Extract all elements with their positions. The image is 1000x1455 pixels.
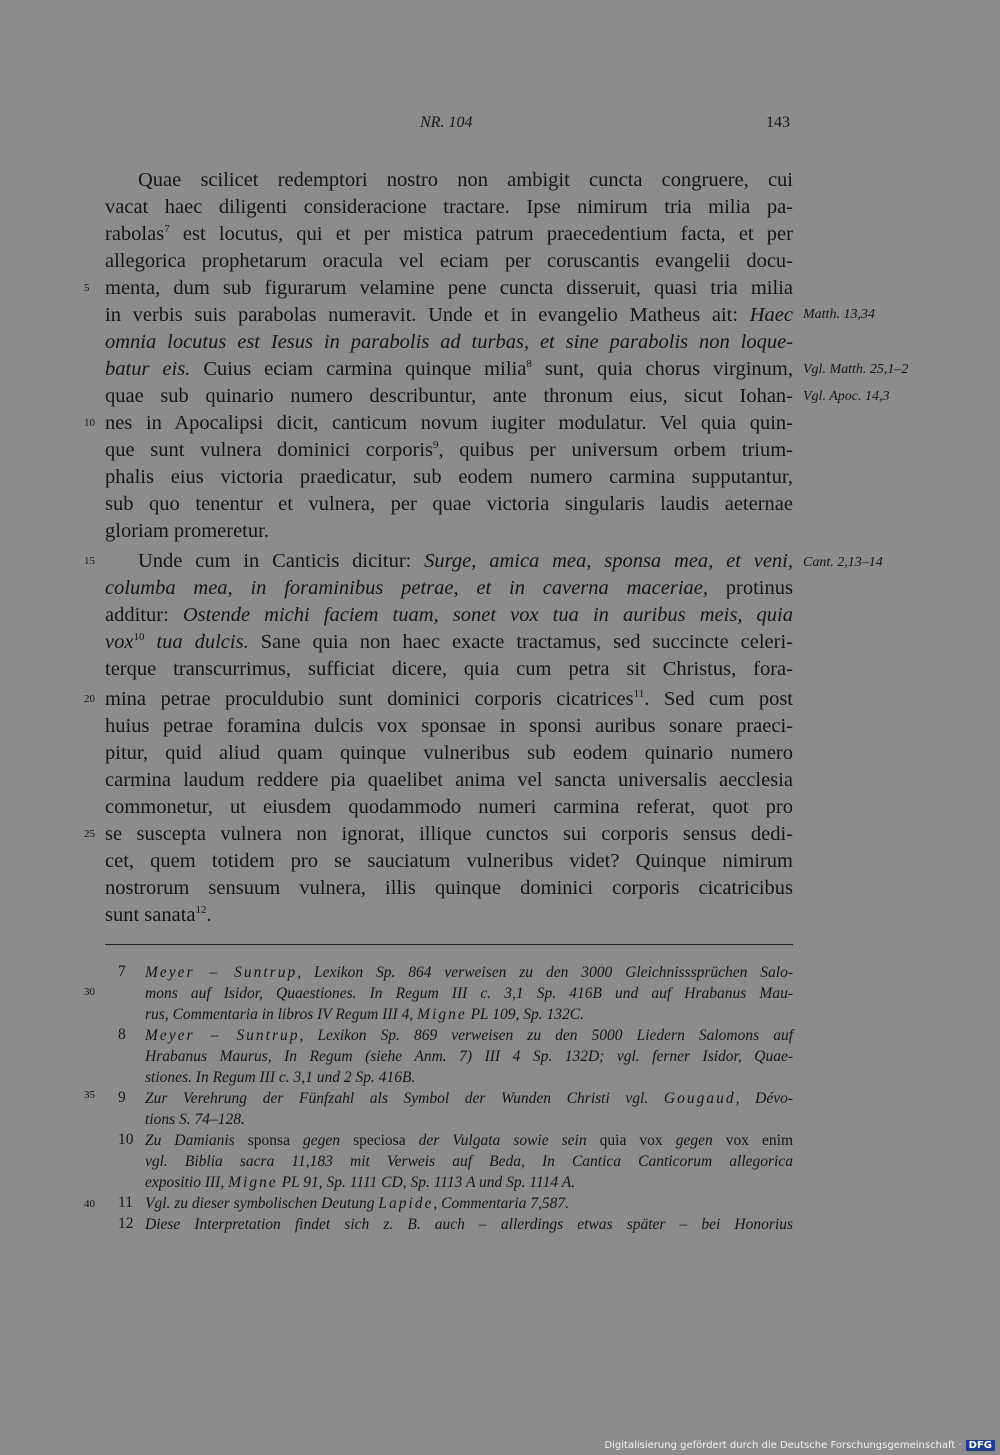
text-line: columba mea, in foraminibus petrae, et in caverna maceriae, protinus [105,577,793,599]
line-number: 10 [84,417,95,429]
text-line: Quae scilicet redemptori nostro non ambigit cuncta congruere, cui [138,169,793,191]
text-line: sub quo tenentur et vulnera, per quae victoria singularis laudis aeternae [105,493,793,515]
text-line: se suscepta vulnera non ignorat, illique cunctos sui corporis sensus dedi- [105,823,793,845]
margin-reference: Cant. 2,13–14 [803,555,883,570]
margin-reference: Vgl. Matth. 25,1–2 [803,362,909,377]
line-number: 15 [84,555,95,567]
text-line: mina petrae proculdubio sunt dominici corporis cicatrices$^{11}$. Sed cum post [105,688,793,710]
text-line: batur eis. Cuius eciam carmina quinque milia$^8$ sunt, quia chorus virginum, [105,358,793,380]
dfg-logo: DFG [966,1440,995,1451]
margin-reference: Vgl. Apoc. 14,3 [803,389,890,404]
line-number: 35 [84,1089,95,1101]
footer-text: Digitalisierung gefördert durch die Deutsche Forschungsgemeinschaft · [604,1440,962,1451]
text-line: cet, quem totidem pro se sauciatum vulneribus videt? Quinque nimirum [105,850,793,872]
text-line: menta, dum sub figurarum velamine pene cuncta disseruit, quasi tria milia [105,277,793,299]
text-line: pitur, quid aliud quam quinque vulneribus sub eodem quinario numero [105,742,793,764]
text-line: que sunt vulnera dominici corporis$^9$, quibus per universum orbem trium- [105,439,793,461]
text-line: vacat haec diligenti consideracione tractare. Ipse nimirum tria milia pa- [105,196,793,218]
footnote-ref: 11 [633,688,645,701]
footnote-line: tions S. 74–128. [145,1111,245,1128]
text-line: additur: Ostende michi faciem tuam, sonet vox tua in auribus meis, quia [105,604,794,626]
text-line: phalis eius victoria praedicatur, sub eodem numero carmina supputantur, [105,466,793,488]
footnote-line: Vgl. zu dieser symbolischen Deutung Lapide, Commentaria 7,587. [145,1195,570,1212]
footnote-number: 8 [118,1026,126,1043]
text-line: Unde cum in Canticis dicitur: Surge, amica mea, sponsa mea, et veni, [138,550,793,572]
footnote-line: stiones. In Regum III c. 3,1 und 2 Sp. 416B. [145,1069,416,1086]
text-line: terque transcurrimus, sufficiat dicere, quia cum petra sit Christus, fora- [105,658,793,680]
line-number: 25 [84,828,95,840]
margin-reference: Matth. 13,34 [803,307,875,322]
text-line: nes in Apocalipsi dicit, canticum novum iugiter modulatur. Vel quia quin- [105,412,793,434]
line-number: 5 [84,282,90,294]
footnote-line: Diese Interpretation findet sich z. B. auch – allerdings etwas später – bei Honorius [145,1216,793,1233]
text-line: commonetur, ut eiusdem quodammodo numeri carmina referat, quot pro [105,796,793,818]
footnote-line: Zu Damianis sponsa gegen speciosa der Vulgata sowie sein quia vox gegen vox enim [145,1132,794,1149]
footnote-ref: 9 [433,439,439,452]
footnote-line: vgl. Biblia sacra 11,183 mit Verweis auf Beda, In Cantica Canticorum allegorica [145,1153,793,1170]
running-header-title: NR. 104 [420,114,473,131]
text-line: omnia locutus est Iesus in parabolis ad turbas, et sine parabolis non loque- [105,331,793,353]
text-line: allegorica prophetarum oracula vel eciam per coruscantis evangelii docu- [105,250,793,272]
footnote-line: mons auf Isidor, Quaestiones. In Regum III c. 3,1 Sp. 416B und auf Hrabanus Mau- [145,985,793,1002]
text-line: quae sub quinario numero describuntur, ante thronum eius, sicut Iohan- [105,385,793,407]
footnote-number: 10 [118,1131,134,1148]
footnote-ref: 10 [133,631,145,644]
page-number: 143 [766,114,790,131]
footnote-ref: 12 [195,904,207,917]
text-line: carmina laudum reddere pia quaelibet anima vel sancta universalis aecclesia [105,769,793,791]
footnote-ref: 7 [164,223,170,236]
text-line: huius petrae foramina dulcis vox sponsae in sponsi auribus sonare praeci- [105,715,793,737]
footnote-rule [105,944,793,945]
footnote-line: Meyer – Suntrup, Lexikon Sp. 864 verweisen zu den 3000 Gleichnisssprüchen Salo- [145,964,794,981]
footnote-line: Hrabanus Maurus, In Regum (siehe Anm. 7) III 4 Sp. 132D; vgl. ferner Isidor, Quae- [145,1048,793,1065]
line-number: 40 [84,1198,95,1210]
footnote-ref: 8 [526,358,532,371]
text-line: nostrorum sensuum vulnera, illis quinque dominici corporis cicatricibus [105,877,793,899]
text-line: gloriam promeretur. [105,520,269,542]
text-line: rabolas$^7$ est locutus, qui et per mistica patrum praecedentium facta, et per [105,223,793,245]
footnote-number: 12 [118,1215,134,1232]
footnote-number: 9 [118,1089,126,1106]
line-number: 30 [84,986,95,998]
footnote-line: expositio III, Migne PL 91, Sp. 1111 CD, Sp. 1113 A und Sp. 1114 A. [145,1174,576,1191]
footnote-number: 11 [118,1194,133,1211]
digitization-footer [604,1440,995,1451]
line-number: 20 [84,693,95,705]
footnote-line: rus, Commentaria in libros IV Regum III 4, Migne PL 109, Sp. 132C. [145,1006,584,1023]
footnote-line: Meyer – Suntrup, Lexikon Sp. 869 verweisen zu den 5000 Liedern Salomons auf [145,1027,793,1044]
text-line: in verbis suis parabolas numeravit. Unde et in evangelio Matheus ait: Haec [105,304,793,326]
footnote-line: Zur Verehrung der Fünfzahl als Symbol der Wunden Christi vgl. Gougaud, Dévo- [145,1090,794,1107]
text-line: sunt sanata$^{12}$. [105,904,212,926]
footnote-number: 7 [118,963,126,980]
text-line: vox$^{10}$ tua dulcis. Sane quia non haec exacte tractamus, sed succincte celeri- [105,631,793,653]
